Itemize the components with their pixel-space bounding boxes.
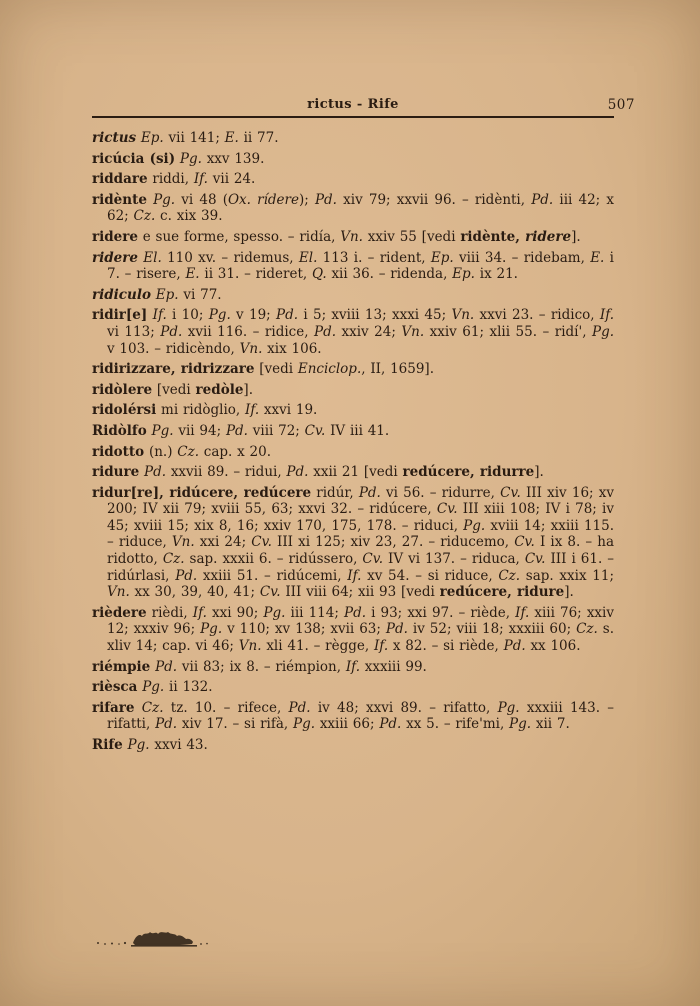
headword: redúcere, ridurre [402, 464, 535, 481]
entry-text: Pd. [379, 716, 402, 733]
entry-text: Cv. [251, 534, 272, 551]
entry-text: vii 94; [173, 422, 226, 439]
entry-text: 113 i. – rident, [317, 249, 431, 266]
entry-text: x 82. – si riède, [388, 638, 504, 655]
entry [92, 679, 614, 696]
entry-text: Pd. [358, 484, 381, 501]
entry-text: xxiii 66; [315, 716, 380, 733]
entry-text: Cv. [436, 501, 458, 518]
entry-text: E. [185, 266, 200, 283]
entry-text: [vedi [254, 361, 298, 378]
entry-text: Cv. [362, 551, 384, 568]
entry-text: xxi 90; [206, 604, 264, 621]
headword: ridènte, [460, 228, 526, 245]
entry-text: xx 106. [525, 638, 581, 655]
entry-text: i 10; [166, 307, 209, 324]
entry [92, 151, 614, 168]
entry-text: Pd. [286, 464, 309, 481]
entry-text: Vn. [171, 534, 195, 551]
headword: ridere [92, 249, 138, 266]
headword: redòle [195, 381, 244, 398]
entry-text: If. [345, 658, 360, 675]
entry [92, 229, 614, 246]
entry [92, 423, 614, 440]
entry-text: Ep. [452, 266, 475, 283]
entry-text: ]. [534, 464, 544, 481]
entry-text: xxiv 55 [vedi [362, 228, 461, 245]
entry-text: xxiii 51. – ridúcemi, [197, 567, 348, 584]
entry-text: iii 114; [285, 604, 344, 621]
entry-text: If. [373, 638, 389, 655]
entry-text: Pd. [343, 604, 367, 621]
entry-text: III i 61. – ridúrlasi, [107, 551, 614, 584]
entry-text: xvii 116. – ridice, [182, 323, 314, 340]
entry-text: If. [152, 307, 167, 324]
entry-text: El. [143, 249, 162, 266]
entry-text: Vn. [451, 307, 475, 324]
entry-text: ]. [564, 584, 574, 601]
entry-text: ii 132. [164, 679, 213, 696]
entry-text: IV vi 137. – riduca, [383, 551, 525, 568]
entry-text: Pd. [160, 323, 183, 340]
entry-text: Vn. [238, 638, 262, 655]
entry-text: sap. xxix 11; [520, 567, 614, 584]
entry-text: iv 52; viii 18; xxxiii 60; [407, 621, 577, 638]
entry-text: Cz. [177, 443, 200, 460]
entry [92, 464, 614, 481]
entry [92, 485, 614, 601]
entry-text: xxvi 23. – ridico, [474, 307, 600, 324]
page-number: 507 [607, 97, 635, 113]
entry-text: xviii 14; xxiii 115. – riduce, [107, 517, 615, 551]
entry [92, 287, 614, 304]
entry-text: [vedi [152, 381, 196, 398]
entry-text: If. [599, 307, 614, 324]
entry [92, 737, 614, 754]
entry-text: If. [193, 171, 208, 188]
running-title: rictus - Rife [307, 97, 399, 112]
entry-text: Pd. [155, 716, 178, 733]
entry [92, 171, 614, 188]
headword: ridere [92, 228, 138, 245]
entry-text: Pd. [531, 191, 554, 208]
entry-text: xxxiii 143. – rifatti, [107, 699, 615, 733]
headword: ridènte [92, 191, 147, 208]
headword: ridirizzare, ridrizzare [92, 361, 255, 378]
entry-text: Cz. [162, 551, 185, 568]
entry-text: Cv. [259, 584, 281, 601]
headword: riémpie [92, 658, 151, 675]
entry-text: vi 77. [178, 286, 222, 303]
entry-text: Pd. [385, 621, 408, 638]
entry-text: tz. 10. – rifece, [163, 699, 289, 716]
entry-text: vi 56. – ridurre, [380, 484, 501, 501]
entry [92, 361, 614, 378]
entry-text: vii 83; ix 8. – riémpion, [177, 658, 346, 675]
entry-text: xii 7. [531, 716, 570, 733]
entry-text: xii 36. – ridenda, [326, 266, 453, 283]
entries-list [92, 130, 614, 754]
entry-text: viii 34. – ridebam, [453, 249, 591, 266]
entry-text: Pg. [293, 716, 316, 733]
entry-text: xix 106. [262, 340, 322, 357]
entry-text: III viii 64; xii 93 [vedi [280, 584, 440, 601]
entry-text: xxiv 24; [336, 323, 402, 340]
entry-text: If. [347, 567, 362, 584]
entry-text: El. [298, 249, 318, 266]
entry-text: xxv 139. [201, 150, 265, 167]
headword: ridiculo [92, 286, 151, 303]
entry-text: xv 54. – si riduce, [361, 567, 499, 584]
entry-text: iv 48; xxvi 89. – rifatto, [310, 699, 498, 716]
entry-text: xx 30, 39, 40, 41; [129, 584, 260, 601]
entry-text: ii 77. [238, 130, 279, 146]
entry-text: III xiii 108; IV i 78; iv 45; xviii 15; xix 8, 16; xxiv 170, 175, 178. – riduci, [107, 501, 614, 534]
entry-text: e sue forme, spesso. – ridía, [137, 228, 341, 245]
entry-text: xxxiii 99. [359, 658, 427, 675]
headword: ridòlere [92, 381, 153, 398]
entry-text: ii 31. – rideret, [199, 266, 312, 283]
entry-text: cap. x 20. [199, 443, 272, 460]
entry-text: Cz. [576, 621, 598, 638]
entry-text: If. [192, 604, 207, 621]
entry-text: xxvi 43. [149, 737, 208, 753]
entry-text: III xi 125; xiv 23, 27. – riducemo, [271, 534, 515, 551]
entry-text: xiv 79; xxvii 96. – ridènti, [336, 191, 532, 208]
entry-text: Cv. [500, 484, 521, 501]
entry-text: sap. xxxii 6. – ridússero, [184, 551, 363, 568]
headword: Rife [92, 737, 123, 753]
entry-text: vii 24. [207, 171, 256, 188]
entry-text: Pg. [591, 323, 615, 340]
entry [92, 250, 614, 283]
entry [92, 659, 614, 676]
headword: ridir[e] [92, 307, 148, 324]
entry-text: I ix 8. – ha ridotto, [107, 534, 614, 568]
entry-text: rièdi, [146, 604, 193, 621]
entry-text: Pg. [127, 737, 150, 753]
entry-text: Cz. [133, 208, 156, 225]
entry-text: riddi, [147, 171, 194, 188]
entry-text: Cv. [514, 534, 535, 551]
entry [92, 192, 614, 225]
entry-text: Cz. [141, 699, 164, 716]
entry [92, 700, 614, 733]
entry-text: ridúr, [311, 484, 359, 501]
headword: ridotto [92, 443, 145, 460]
entry-text: IV iii 41. [325, 422, 390, 439]
entry-text: xxvi 19. [259, 402, 318, 419]
entry-text: Pd. [144, 464, 167, 481]
entry-text: v 103. – ridicèndo, [107, 340, 240, 357]
entry-text: vi 48 ( [175, 191, 228, 208]
headword: rièdere [92, 604, 147, 621]
entry-text: Pg. [153, 191, 176, 208]
entry-text: i 5; xviii 13; xxxi 45; [298, 307, 452, 324]
headword: redúcere, ridure [439, 584, 565, 601]
ink-smudge [95, 925, 225, 949]
entry-text: rídere [257, 191, 299, 208]
entry-text: Pg. [497, 699, 520, 716]
entry-text: Enciclop. [297, 361, 362, 378]
entry [92, 130, 614, 147]
entry [92, 307, 614, 357]
entry-text: Pd. [288, 699, 311, 716]
entry-text: xiv 17. – si rifà, [177, 716, 293, 733]
entry-text: Vn. [107, 584, 130, 601]
entry-text: xxiv 61; xlii 55. – ridí', [424, 323, 592, 340]
headword: rièsca [92, 679, 138, 696]
entry-text: Pg. [142, 679, 165, 696]
headword: rifare [92, 699, 135, 716]
entry-text: III xiv 16; xv 200; IV xii 79; xviii 55, 63; xxvi 32. – ridúcere, [107, 484, 614, 518]
entry-text: Vn. [401, 323, 425, 340]
headword: ridur[re], ridúcere, redúcere [92, 484, 312, 501]
entry-text: v 110; xv 138; xvii 63; [222, 621, 386, 638]
entry-text: Pd. [314, 191, 337, 208]
entry-text: Pg. [263, 604, 286, 621]
entry-text: Pg. [179, 150, 202, 167]
headword: riddare [92, 171, 148, 188]
entry-text: ]. [571, 228, 581, 245]
entry-text: xiii 76; xxiv 12; xxxiv 96; [107, 604, 614, 638]
entry-text: xxi 24; [194, 534, 252, 551]
entry-text: Vn. [239, 340, 263, 357]
entry [92, 444, 614, 461]
entry-text: i 7. – risere, [107, 249, 614, 283]
headword: rictus [92, 130, 137, 146]
headword: ridere [525, 228, 572, 245]
entry-text: Ep. [430, 249, 454, 266]
page-header [92, 97, 635, 113]
entry-text: Pg. [463, 517, 486, 534]
entry-text: Pg. [151, 422, 174, 439]
entry-text: viii 72; [247, 422, 305, 439]
entry-text: ); [298, 191, 315, 208]
headword: ricúcia (si) [92, 150, 176, 167]
entry-text: s. xliv 14; cap. vi 46; [107, 621, 614, 655]
entry-text: Ox. [227, 191, 251, 208]
entry-text: ix 21. [474, 266, 518, 283]
entry-text: , II, 1659]. [361, 361, 434, 378]
entry-text: ]. [243, 381, 253, 398]
entry-text: Pd. [313, 323, 337, 340]
entry-text: xli 41. – règge, [261, 638, 374, 655]
entry-text: xxvii 89. – ridui, [166, 464, 287, 481]
entry-text: Pd. [225, 422, 248, 439]
entry-text: Pd. [276, 307, 299, 324]
text-block [92, 97, 635, 758]
entry-text: Ep. [155, 286, 179, 303]
header-rule [92, 116, 614, 118]
entry-text: v 19; [230, 307, 277, 324]
entry-text: mi ridòglio, [156, 402, 245, 419]
entry [92, 382, 614, 399]
headword: Ridòlfo [92, 422, 147, 439]
entry-text: E. [224, 130, 239, 146]
entry-text: Pg. [200, 621, 223, 638]
entry-text: (n.) [144, 443, 178, 460]
entry-text: If. [244, 402, 260, 419]
entry-text: 110 xv. – ridemus, [161, 249, 299, 266]
entry-text: vi 113; [107, 323, 161, 340]
headword: ridure [92, 464, 140, 481]
entry-text: vii 141; [163, 130, 225, 146]
entry-text: Q. [311, 266, 327, 283]
entry [92, 605, 614, 655]
entry-text [135, 700, 142, 716]
entry-text: Ep. [140, 130, 164, 146]
entry-text: Pg. [509, 716, 532, 733]
entry-text: Cv. [524, 551, 546, 568]
entry-text: xxii 21 [vedi [308, 464, 403, 481]
headword: ridolérsi [92, 402, 157, 419]
entry-text: xx 5. – rife'mi, [401, 716, 510, 733]
entry-text: Cv. [304, 422, 326, 439]
entry-text: Vn. [340, 228, 363, 245]
entry-text: Pg. [208, 307, 231, 324]
entry-text: iii 42; x 62; [107, 191, 614, 225]
entry-text: Cz. [498, 567, 521, 584]
entry-text: Pd. [503, 638, 526, 655]
entry-text: Pd. [175, 567, 198, 584]
entry-text: i 93; xxi 97. – riède, [366, 604, 516, 621]
entry-text: E. [590, 249, 605, 266]
entry-text: Pd. [155, 658, 178, 675]
entry [92, 402, 614, 419]
entry-text: c. xix 39. [155, 208, 223, 225]
entry-text: If. [515, 604, 530, 621]
